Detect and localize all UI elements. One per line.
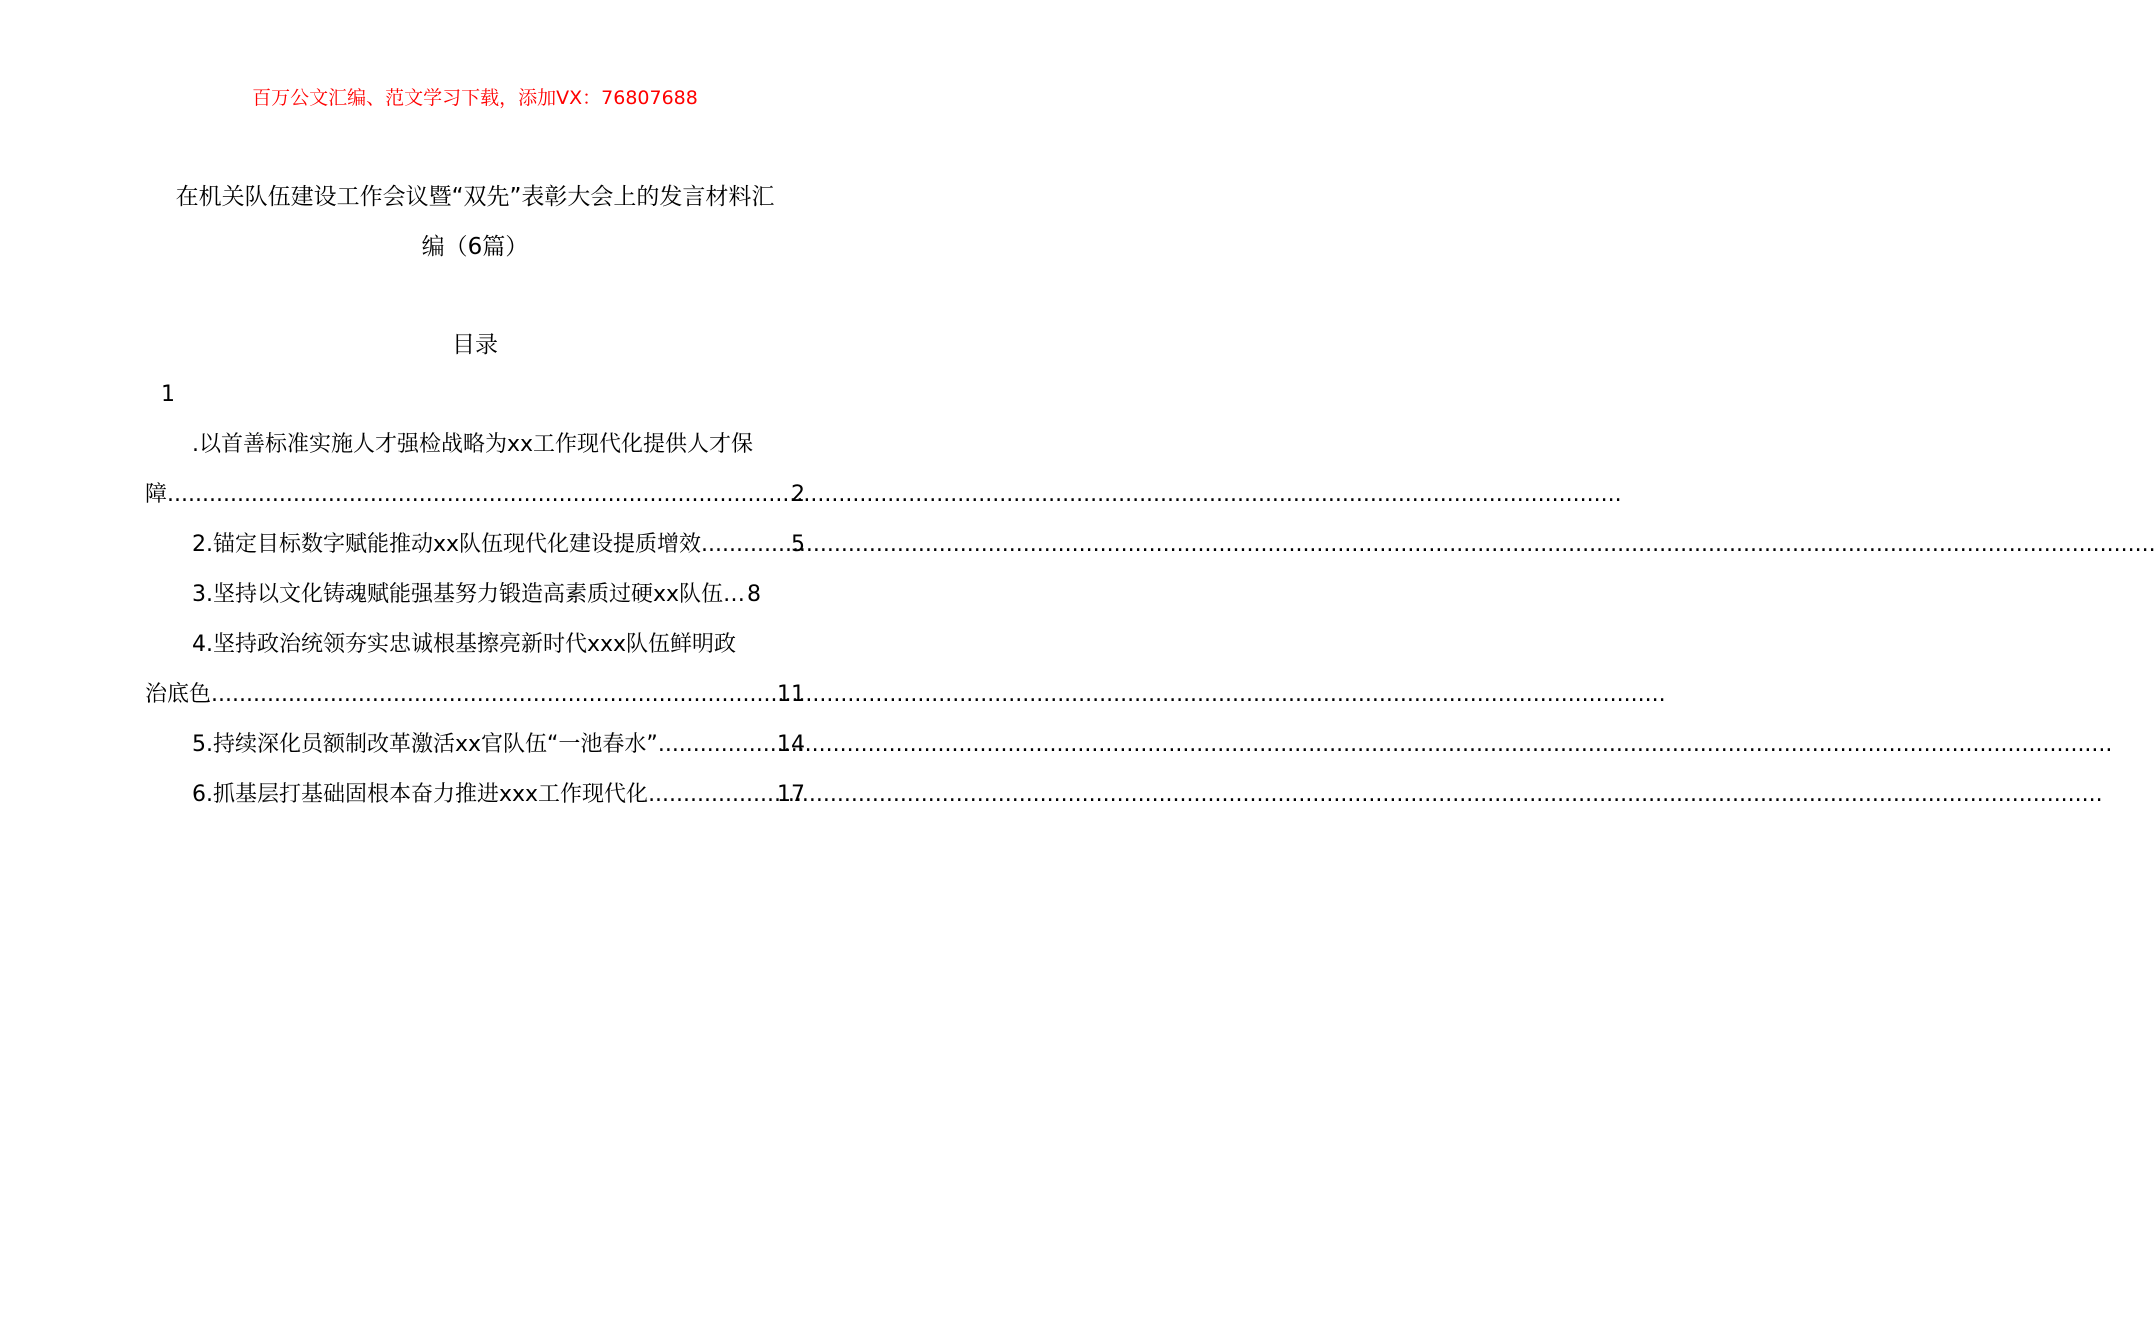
toc-entry-4[interactable] — [145, 620, 805, 720]
toc-entry-title-line-1: .以首善标准实施人才强检战略为xx工作现代化提供人才保 — [192, 432, 754, 457]
toc-entry-page-number: 5 — [791, 532, 805, 557]
toc-entry-title: 2.锚定目标数字赋能推动xx队伍现代化建设提质增效 — [192, 532, 702, 557]
toc-entry-number-1: 1 — [161, 382, 175, 407]
toc-entry-title: 5.持续深化员额制改革激活xx官队伍“一池春水” — [192, 732, 658, 757]
toc-entry-page-number: 17 — [777, 782, 805, 807]
toc-heading: 目录 — [452, 332, 498, 358]
toc-entry-5[interactable] — [145, 720, 805, 770]
promo-banner: 百万公文汇编、范文学习下载，添加VX：76807688 — [252, 87, 698, 109]
toc-entry-title-line-1: 4.坚持政治统领夯实忠诚根基擦亮新时代xxx队伍鲜明政 — [192, 632, 737, 657]
toc-leader-dots — [211, 670, 775, 720]
toc-entry-title: 6.抓基层打基础固根本奋力推进xxx工作现代化 — [192, 782, 649, 807]
toc-entry-title: 3.坚持以文化铸魂赋能强基努力锻造高素质过硬xx队伍… — [192, 582, 746, 607]
toc-entry-3[interactable] — [145, 570, 805, 620]
document-title-line-1: 在机关队伍建设工作会议暨“双先”表彰大会上的发言材料汇 — [175, 184, 775, 210]
toc-entry-6[interactable] — [145, 770, 805, 820]
toc-leader-dots — [658, 720, 775, 770]
document-title-line-2: 编（6篇） — [421, 234, 529, 260]
document-title — [145, 172, 805, 272]
toc-entry-page-number: 2 — [791, 482, 805, 507]
toc-entry-title-line-2: 治底色 — [145, 682, 212, 707]
toc-entry-title-line-2: 障 — [145, 482, 168, 507]
toc-entry-page-number: 11 — [777, 682, 805, 707]
toc-leader-dots — [701, 520, 789, 570]
toc-leader-dots — [648, 770, 775, 820]
toc-entry-2[interactable] — [145, 520, 805, 570]
toc-entry-1[interactable] — [145, 420, 805, 520]
toc-entry-page-number: 14 — [777, 732, 805, 757]
table-of-contents — [145, 370, 805, 820]
toc-leader-dots — [167, 470, 789, 520]
document-page — [0, 0, 950, 1344]
toc-entry-page-number: 8 — [747, 582, 762, 607]
